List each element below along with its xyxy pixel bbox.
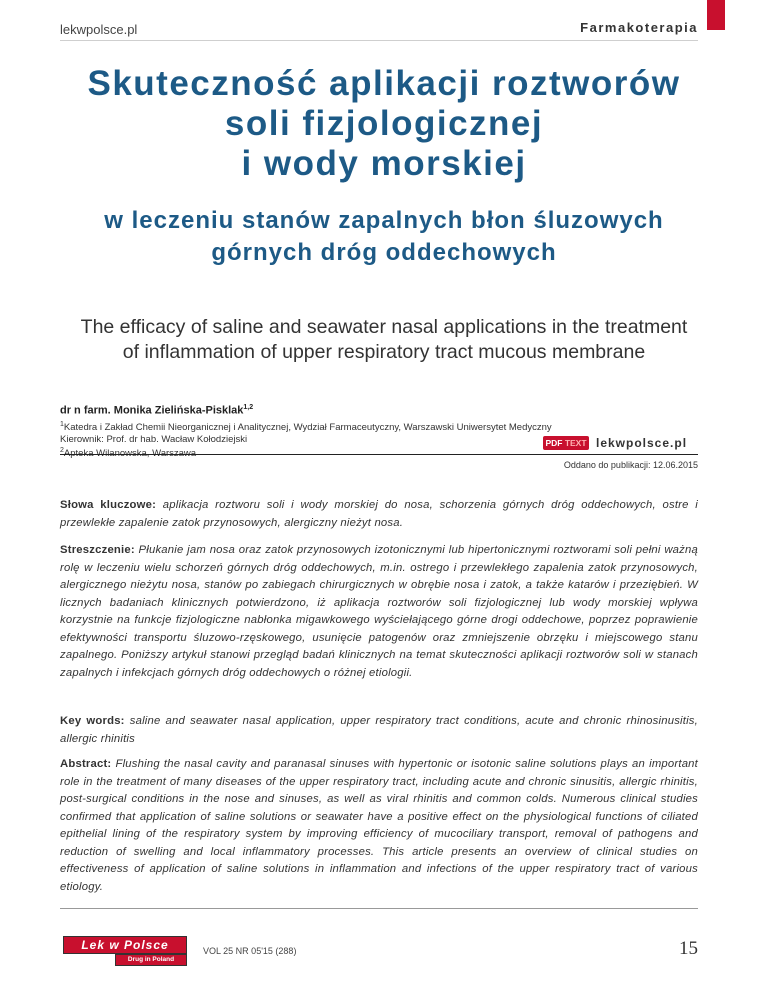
abstract-en-label: Abstract: (60, 758, 112, 770)
title-line: i wody morskiej (241, 144, 527, 183)
keywords-en-label: Key words: (60, 715, 125, 727)
submission-date: Oddano do publikacji: 12.06.2015 (563, 460, 698, 470)
article-title (40, 64, 728, 184)
page-number: 15 (679, 938, 698, 959)
subtitle-line: górnych dróg oddechowych (211, 239, 557, 266)
abstract-pl-text: Płukanie jam nosa oraz zatok przynosowych izotonicznymi lub hipertonicznymi roztworami soli pełni ważną rolę w leczeniu wielu schorzeń górnych dróg oddechowych, m.in. ostrego i przewlekłego zapalenia zatok przynosowych, alergicznego nieżytu nosa, stanów po zabiegach chirurgicznych w obrębie nosa i zatok, a także katarów i przeziębień. W licznych badaniach klinicznych potwierdzono, iż aplikacja roztworów soli fizjologicznej lub wody morskiej wpływa korzystnie na funkcje fizjologiczne nabłonka migawkowego wyściełającego górne drogi oddechowe, poprzez poprawienie efektywności transportu śluzowo-rzęskowego, usunięcie patogenów oraz zmniejszenie obrzęku i miejscowego stanu zapalnego. Poniższy artykuł stanowi przegląd badań klinicznych na temat skuteczności aplikacji roztworów soli w stanach zapalnych i infekcjach górnych dróg oddechowych o różnej etiologii. (60, 544, 698, 679)
abstract-pl-label: Streszczenie: (60, 544, 135, 556)
badge-site-link[interactable]: lekwpolsce.pl (596, 436, 688, 450)
section-tab-marker (707, 0, 725, 30)
keywords-pl-label: Słowa kluczowe: (60, 499, 157, 511)
affiliation-sup: 2 (60, 447, 64, 454)
subtitle-line: w leczeniu stanów zapalnych błon śluzowych (104, 207, 664, 234)
header-divider (60, 40, 698, 41)
logo-top-text: Lek w Polsce (81, 938, 169, 952)
affiliation-text: Kierownik: Prof. dr hab. Wacław Kołodziejski (60, 434, 248, 445)
volume-info: VOL 25 NR 05'15 (288) (203, 946, 297, 956)
title-line: Skuteczność aplikacji roztworów (87, 64, 681, 103)
keywords-pl (60, 497, 698, 532)
title-line: soli fizjologicznej (224, 104, 544, 143)
english-title-line: of inflammation of upper respiratory tract mucous membrane (122, 341, 646, 363)
keywords-en-text: saline and seawater nasal application, upper respiratory tract conditions, acute and chronic rhinosinusitis, allergic rhinitis (60, 715, 698, 745)
keywords-en (60, 713, 698, 748)
footer-divider (60, 908, 698, 909)
affiliation-1 (60, 421, 552, 433)
author-sup: 1,2 (243, 404, 254, 411)
pdf-label: PDF (545, 438, 563, 448)
abstract-en (60, 756, 698, 896)
text-label: TEXT (564, 438, 587, 448)
affiliation-head (60, 434, 247, 445)
pdf-text-badge[interactable] (543, 436, 589, 450)
english-title (40, 315, 728, 365)
logo-bottom-text: Drug in Poland (127, 956, 175, 963)
keywords-pl-text: aplikacja roztworu soli i wody morskiej do nosa, schorzenia górnych dróg oddechowych, ostre i przewlekłe zapalenie zatok przynosowych, alergiczny nieżyt nosa. (60, 499, 698, 529)
author-divider (60, 454, 698, 455)
english-title-line: The efficacy of saline and seawater nasal applications in the treatment (80, 316, 688, 338)
article-subtitle (40, 205, 728, 269)
affiliation-sup: 1 (60, 421, 64, 428)
journal-logo (63, 936, 185, 964)
author-name-text: dr n farm. Monika Zielińska-Pisklak (60, 404, 244, 417)
header-section: Farmakoterapia (580, 20, 698, 35)
abstract-pl (60, 542, 698, 682)
header-site: lekwpolsce.pl (60, 22, 138, 37)
affiliation-text: Katedra i Zakład Chemii Nieorganicznej i Analitycznej, Wydział Farmaceutyczny, Warszawski Uniwersytet Medyczny (63, 422, 552, 434)
affiliation-text: Apteka Wilanowska, Warszawa (63, 448, 197, 460)
abstract-en-text: Flushing the nasal cavity and paranasal sinuses with hypertonic or isotonic saline solutions plays an important role in the treatment of many diseases of the upper respiratory tract, including acute and chronic sinusitis, allergic rhinitis, post-surgical conditions in the nose and sinuses, as well as viral rhinitis and common colds. Numerous clinical studies confirmed that application of saline solutions or seawater have a positive effect on the physiological functions of ciliated epithelial lining of the respiratory system by improving efficiency of mucociliary transport, removal of pathogens and reduction of swelling and local inflammatory processes. This article presents an overview of clinical studies on effectiveness of application of saline solutions in inflammation and infections of the upper respiratory tract of various etiology. (60, 758, 698, 893)
author-name (60, 404, 253, 417)
